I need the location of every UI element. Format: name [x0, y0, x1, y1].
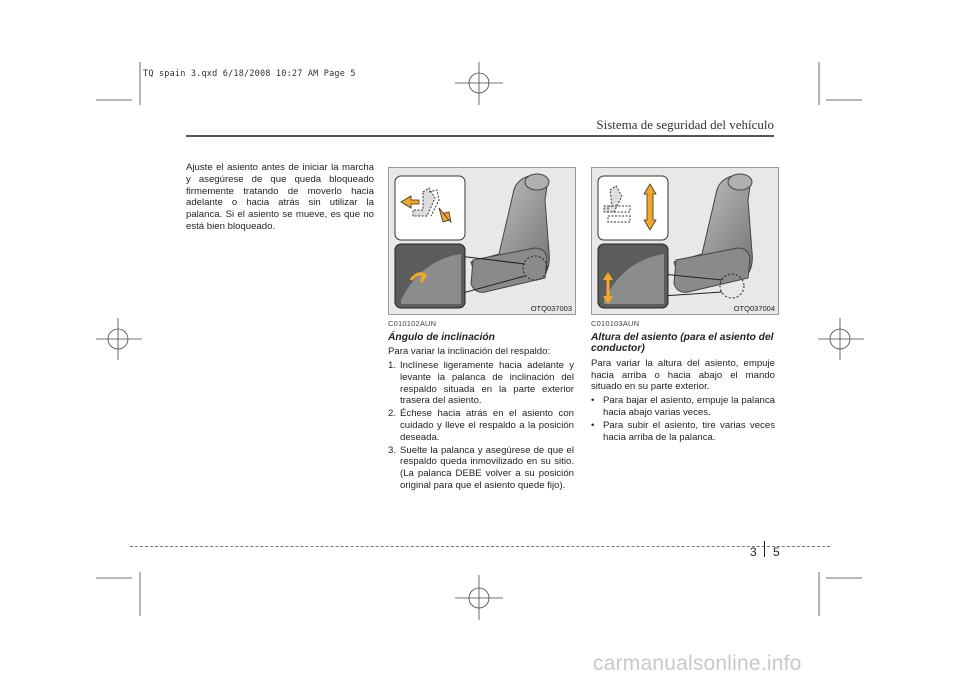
height-section [591, 318, 775, 444]
print-slug: TQ spain 3.qxd 6/18/2008 10:27 AM Page 5 [143, 69, 356, 79]
registration-mark-right [818, 318, 864, 360]
section-heading: Ángulo de inclinación [388, 331, 495, 343]
list-item: • Para bajar el asiento, empuje la palanca hacia abajo varias veces. [591, 395, 775, 418]
steps-list [388, 360, 574, 492]
section-intro: Para variar la inclinación del respaldo: [388, 346, 551, 358]
section-code: C010103AUN [591, 319, 640, 328]
header-rule [186, 135, 774, 137]
figure-seat-height [591, 167, 779, 315]
registration-mark-left [96, 318, 142, 360]
list-item: 1. Inclínese ligeramente hacia adelante y levante la palanca de inclinación del respaldo situada en la parte exterior trasera del asiento. [388, 360, 574, 407]
bullet-list [591, 395, 775, 443]
registration-mark-top [455, 62, 503, 105]
seat-height-illustration [592, 168, 778, 314]
recline-section [388, 318, 574, 493]
footer-dashed-rule [130, 546, 830, 547]
list-item: 3. Suelte la palanca y asegúrese de que el respaldo queda inmovilizado en su sitio. (La palanca DEBE volver a su posición original para que el asiento quede fijo). [388, 444, 574, 492]
section-code: C010102AUN [388, 319, 437, 328]
page-number-divider [764, 541, 765, 557]
section-heading: Altura del asiento (para el asiento del conductor) [591, 331, 774, 355]
watermark-footer: carmanualsonline.info [593, 652, 802, 675]
section-intro: Para variar la altura del asiento, empuje hacia arriba o hacia abajo el mando situado en su parte exterior. [591, 357, 775, 393]
page-number: 5 [773, 545, 780, 559]
figure-code: OTQ037004 [733, 304, 775, 313]
chapter-number: 3 [750, 545, 757, 559]
registration-mark-bottom [455, 575, 503, 620]
list-item: 2. Échese hacia atrás en el asiento con cuidado y lleve el respaldo a la posición deseada. [388, 408, 574, 443]
intro-paragraph: Ajuste el asiento antes de iniciar la marcha y asegúrese de que queda bloqueado firmemente tratando de moverlo hacia adelante o hacia atrás sin utilizar la palanca. Si el asiento se mueve, es que no está bien bloqueado. [186, 162, 374, 232]
figure-code: OTQ037003 [530, 304, 572, 313]
list-item: • Para subir el asiento, tire varias veces hacia arriba de la palanca. [591, 419, 775, 443]
section-title: Sistema de seguridad del vehículo [596, 117, 774, 132]
figure-seat-recline [388, 167, 576, 315]
seat-recline-illustration [389, 168, 575, 314]
